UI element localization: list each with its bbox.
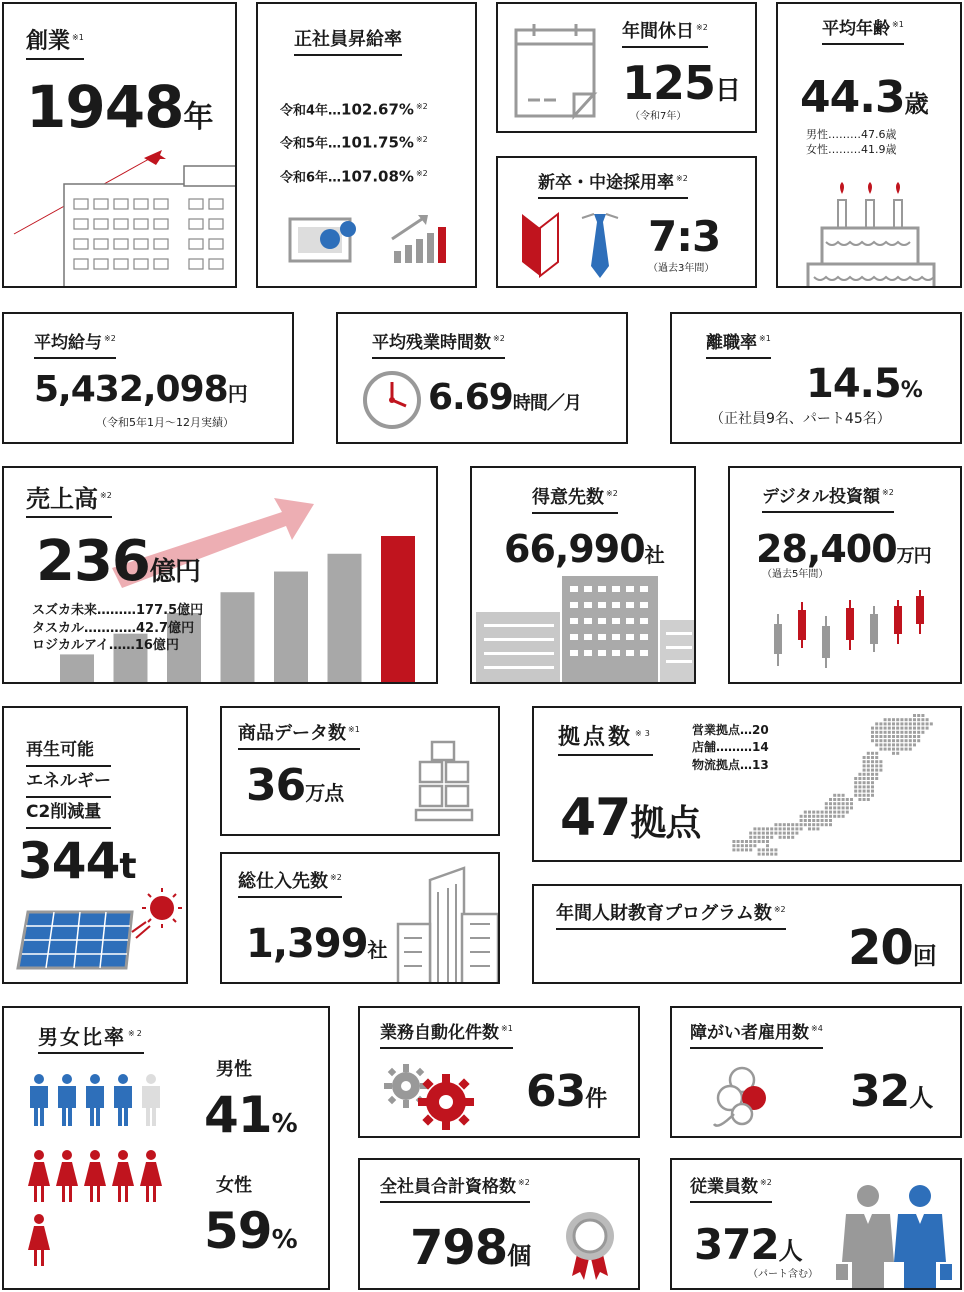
candlestick-icon — [770, 596, 930, 670]
age-female: 女性………41.9歳 — [806, 142, 897, 156]
gears-icon — [386, 1062, 482, 1132]
turnover-card — [670, 312, 962, 444]
sales-bar — [221, 592, 255, 684]
digital-sub: （過去5年間） — [762, 569, 829, 580]
building-plane-icon — [4, 144, 237, 288]
hire-card — [496, 156, 757, 288]
age-label: 平均年齢 $^{※1}$ — [822, 20, 904, 45]
salary-sub: （令和5年1月～12月実績） — [96, 416, 234, 429]
disabled-card — [670, 1006, 962, 1138]
employees-value: 372人 — [694, 1220, 802, 1269]
digital-value: 28,400万円 — [756, 527, 931, 571]
sales-breakdown — [32, 602, 203, 655]
clients-card — [470, 466, 696, 684]
automation-value: 63件 — [526, 1066, 607, 1117]
male-value: 41% — [204, 1086, 297, 1144]
products-value: 36万点 — [246, 760, 344, 811]
qualifications-value: 798個 — [410, 1220, 531, 1276]
hire-label: 新卒・中途採用率 $^{※2}$ — [538, 174, 688, 199]
beginner-tie-icon — [520, 210, 620, 280]
suppliers-card — [220, 852, 500, 984]
clock-icon — [362, 370, 422, 430]
renewable-card — [2, 706, 188, 984]
raise-label: 正社員昇給率 — [294, 30, 402, 56]
bases-card — [532, 706, 962, 862]
gender-label: 男女比率 $^{※2}$ — [38, 1026, 144, 1054]
raise-row: 令和4年…102.67% $^{※2}$ — [280, 100, 428, 119]
raise-card — [256, 2, 477, 288]
salary-card — [2, 312, 294, 444]
salary-value: 5,432,098円 — [34, 369, 247, 410]
raise-row: 令和5年…101.75% $^{※2}$ — [280, 133, 428, 152]
clover-icon — [712, 1062, 788, 1132]
holidays-value: 125日 — [622, 56, 741, 110]
bases-row: 物流拠点…13 — [692, 757, 769, 772]
suppliers-label: 総仕入先数 $^{※2}$ — [238, 872, 342, 898]
products-card — [220, 706, 500, 836]
medal-icon — [562, 1210, 618, 1282]
renewable-label: 再生可能 エネルギー C2削減量 — [26, 736, 111, 829]
turnover-sub: （正社員9名、パート45名） — [710, 411, 891, 427]
qualifications-card — [358, 1158, 640, 1290]
digital-card — [728, 466, 962, 684]
automation-card — [358, 1006, 640, 1138]
stacked-boxes-icon — [414, 738, 484, 824]
bases-row: 営業拠点…20 — [692, 723, 769, 737]
age-breakdown — [806, 128, 897, 158]
solar-panel-icon — [16, 888, 182, 974]
turnover-value: 14.5% — [806, 361, 922, 407]
clients-value: 66,990社 — [504, 527, 664, 571]
automation-label: 業務自動化件数 $^{※1}$ — [380, 1024, 513, 1049]
sales-bar — [328, 554, 362, 684]
calendar-icon — [514, 20, 598, 120]
sales-row: スズカ未来………177.5億円 — [32, 603, 204, 618]
sales-row: タスカル…………42.7億円 — [32, 620, 195, 636]
gender-card — [2, 1006, 330, 1290]
bases-value: 47拠点 — [560, 788, 701, 848]
digital-label: デジタル投資額 $^{※2}$ — [762, 488, 894, 513]
holidays-card — [496, 2, 757, 133]
bases-row: 店舗………14 — [692, 740, 769, 755]
sales-bar — [60, 654, 94, 684]
business-people-icon — [838, 1182, 950, 1290]
sales-row: ロジカルアイ……16億円 — [32, 638, 179, 654]
founded-label: 創業 $^{※1}$ — [26, 30, 84, 60]
male-label: 男性 — [216, 1059, 252, 1080]
age-male: 男性………47.6歳 — [806, 128, 897, 141]
overtime-card — [336, 312, 628, 444]
sales-value: 236億円 — [36, 529, 200, 594]
disabled-value: 32人 — [850, 1066, 933, 1117]
suppliers-value: 1,399社 — [246, 921, 387, 967]
cake-icon — [806, 182, 938, 288]
money-graph-icon — [286, 209, 456, 269]
female-label: 女性 — [216, 1175, 252, 1196]
raise-rows — [280, 92, 428, 192]
training-value: 20回 — [848, 920, 936, 976]
renewable-value: 344t — [18, 832, 136, 890]
hire-value: 7:3 — [648, 212, 721, 261]
sales-card — [2, 466, 438, 684]
office-buildings-icon — [472, 568, 696, 684]
qualifications-label: 全社員合計資格数 $^{※2}$ — [380, 1178, 530, 1203]
holidays-sub: （令和7年） — [630, 111, 687, 122]
bases-label: 拠点数 $^{※3}$ — [558, 726, 653, 756]
founded-value: 1948年 — [26, 73, 213, 141]
overtime-label: 平均残業時間数 $^{※2}$ — [372, 334, 505, 359]
holidays-label: 年間休日 $^{※2}$ — [622, 22, 708, 48]
salary-label: 平均給与 $^{※2}$ — [34, 334, 116, 359]
raise-row: 令和6年…107.08% $^{※2}$ — [280, 166, 428, 185]
city-buildings-icon — [392, 864, 500, 984]
disabled-label: 障がい者雇用数 $^{※4}$ — [690, 1024, 823, 1049]
training-card — [532, 884, 962, 984]
employees-sub: （パート含む） — [748, 1269, 818, 1280]
employees-label: 従業員数 $^{※2}$ — [690, 1178, 772, 1203]
turnover-label: 離職率 $^{※1}$ — [706, 334, 771, 359]
age-card — [776, 2, 962, 288]
age-value: 44.3歳 — [800, 72, 928, 123]
products-label: 商品データ数 $^{※1}$ — [238, 724, 360, 750]
people-icon — [28, 1074, 188, 1284]
training-label: 年間人財教育プログラム数 $^{※2}$ — [556, 904, 786, 930]
overtime-value: 6.69時間／月 — [428, 377, 581, 418]
founded-card — [2, 2, 237, 288]
sales-bar — [381, 536, 415, 684]
female-value: 59% — [204, 1202, 297, 1260]
hire-sub: （過去3年間） — [648, 263, 715, 274]
sales-bar — [274, 572, 308, 684]
employees-card — [670, 1158, 962, 1290]
sales-label: 売上高 $^{※2}$ — [26, 486, 112, 518]
clients-label: 得意先数 $^{※2}$ — [532, 488, 618, 514]
